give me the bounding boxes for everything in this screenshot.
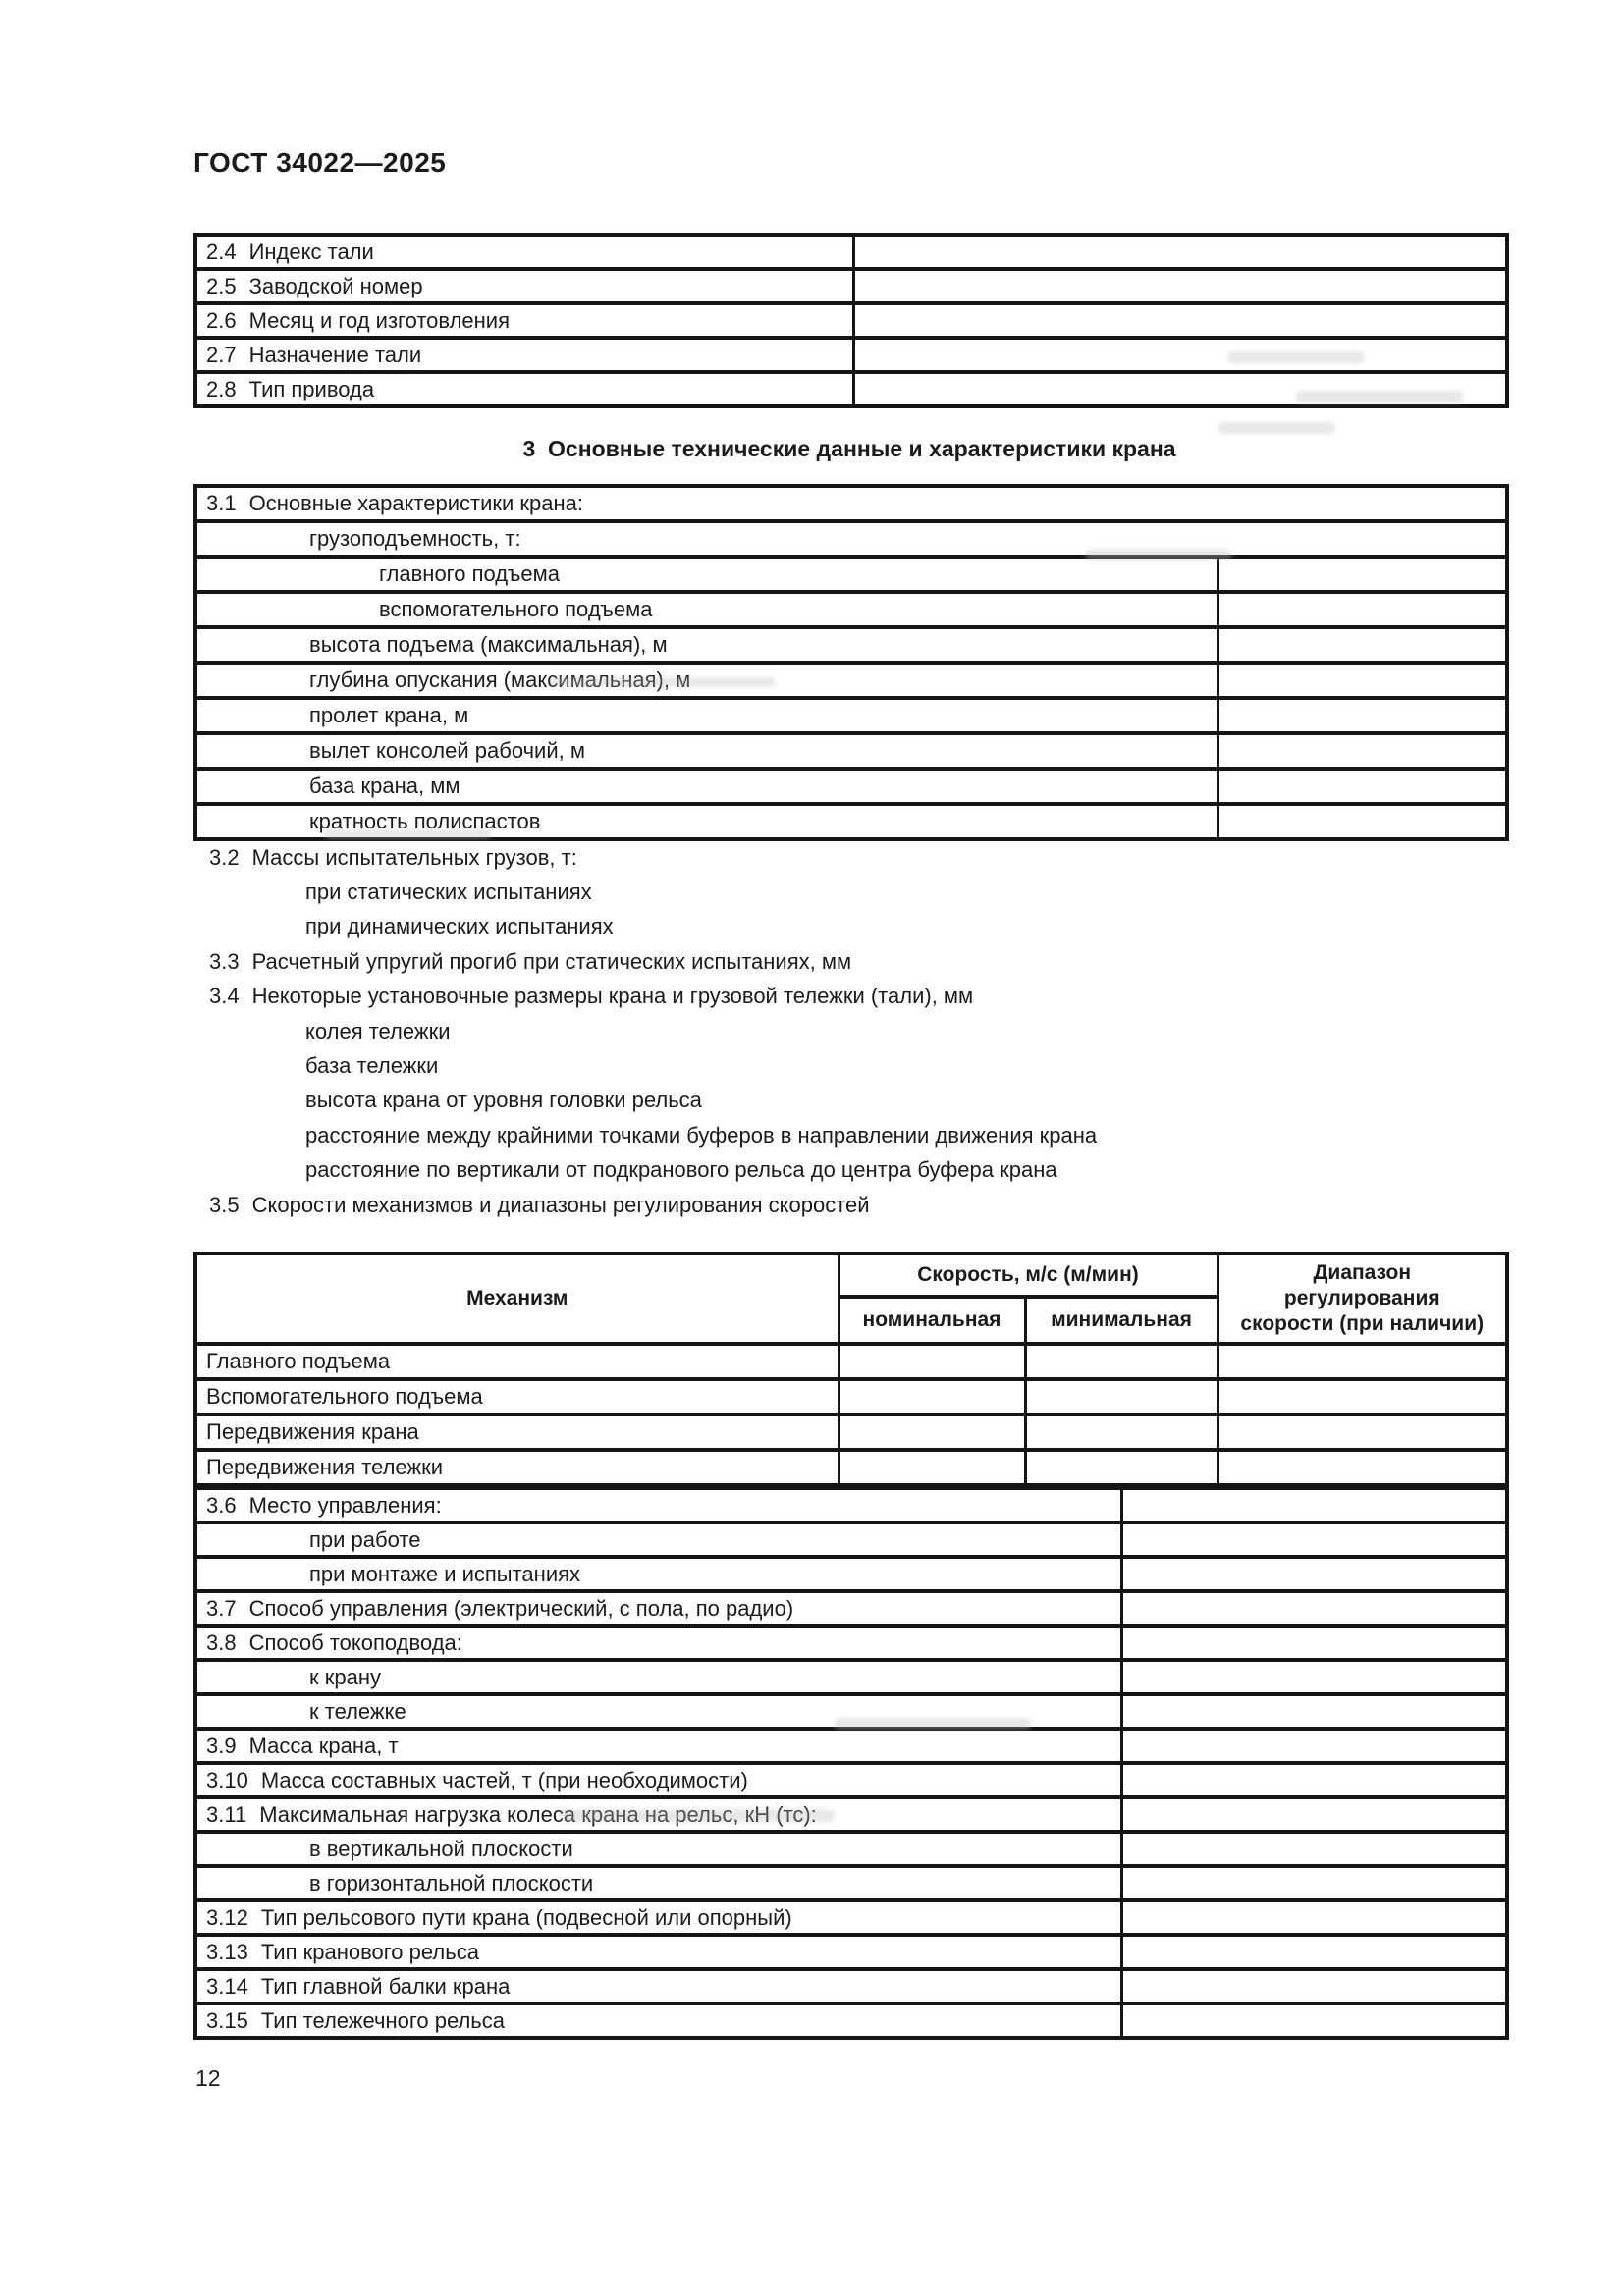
row-label xyxy=(195,698,1218,733)
row-label-text: при монтаже и испытаниях xyxy=(309,1561,581,1586)
text-line xyxy=(193,1014,1505,1048)
row-label-text: Масса крана, т xyxy=(248,1733,399,1758)
row-label-text: к крану xyxy=(309,1664,381,1689)
nominal-value-cell xyxy=(839,1450,1025,1485)
table-row xyxy=(195,521,1507,557)
row-value-cell xyxy=(1218,627,1507,663)
row-label xyxy=(195,486,1507,521)
row-label-text: Передвижения тележки xyxy=(206,1455,444,1479)
text-line xyxy=(193,840,1505,875)
row-label-text: пролет крана, м xyxy=(309,703,469,727)
row-label xyxy=(195,1344,839,1379)
row-value-cell xyxy=(1121,1557,1507,1591)
table-row xyxy=(195,1488,1507,1522)
line-text: Массы испытательных грузов, т: xyxy=(251,844,577,870)
table-row xyxy=(195,769,1507,804)
row-number: 3.7 xyxy=(206,1595,237,1621)
speed-group-header: Скорость, м/с (м/мин) xyxy=(839,1254,1218,1297)
row-value-cell xyxy=(853,235,1507,269)
row-label xyxy=(195,627,1218,663)
nominal-value-cell xyxy=(839,1415,1025,1450)
crane-main-characteristics-table xyxy=(193,484,1509,841)
row-label-text: вылет консолей рабочий, м xyxy=(309,738,585,763)
row-label xyxy=(195,235,853,269)
text-line xyxy=(193,1048,1505,1083)
range-header-line: скорости (при наличии) xyxy=(1240,1312,1485,1335)
row-value-cell xyxy=(1121,1866,1507,1900)
mechanism-row xyxy=(195,1415,1507,1450)
row-value-cell xyxy=(1121,1797,1507,1832)
table-row xyxy=(195,1522,1507,1557)
range-value-cell xyxy=(1218,1415,1507,1450)
mechanism-column-header: Механизм xyxy=(195,1254,839,1344)
row-number: 2.7 xyxy=(206,342,237,367)
table-row xyxy=(195,1729,1507,1763)
row-value-cell xyxy=(1121,1626,1507,1660)
scan-artifact xyxy=(1218,422,1335,434)
page-number: 12 xyxy=(195,2065,221,2091)
row-number: 2.4 xyxy=(206,239,237,264)
row-label xyxy=(195,1450,839,1485)
row-label-text: кратность полиспастов xyxy=(309,809,541,833)
row-label-text: Способ управления (электрический, с пола, по радио) xyxy=(248,1595,794,1621)
range-header-line: Диапазон xyxy=(1313,1261,1412,1284)
row-label-text: Тип привода xyxy=(248,376,375,401)
row-value-cell xyxy=(1121,1694,1507,1729)
text-line xyxy=(193,1188,1505,1222)
row-label-text: грузоподъемность, т: xyxy=(309,526,521,551)
scan-artifact xyxy=(550,677,776,687)
row-label xyxy=(195,2003,1121,2038)
section-heading xyxy=(193,436,1505,462)
row-label-text: Масса составных частей, т (при необходимости) xyxy=(260,1767,748,1792)
table-row xyxy=(195,1797,1507,1832)
row-value-cell xyxy=(1121,1522,1507,1557)
row-value-cell xyxy=(1121,1591,1507,1626)
row-label xyxy=(195,769,1218,804)
line-text: высота крана от уровня головки рельса xyxy=(305,1088,702,1113)
line-number: 3.3 xyxy=(209,948,240,974)
row-label xyxy=(195,557,1218,592)
minimal-value-cell xyxy=(1025,1415,1218,1450)
row-label-text: к тележке xyxy=(309,1698,406,1724)
row-value-cell xyxy=(1121,1763,1507,1797)
row-value-cell xyxy=(1218,557,1507,592)
row-value-cell xyxy=(1218,804,1507,839)
row-label-text: в горизонтальной плоскости xyxy=(309,1870,594,1896)
section-heading-text: Основные технические данные и характеристики крана xyxy=(548,436,1176,461)
row-label xyxy=(195,1729,1121,1763)
text-line xyxy=(193,910,1505,944)
row-label xyxy=(195,1591,1121,1626)
row-label-text: Тип кранового рельса xyxy=(260,1939,479,1964)
row-value-cell xyxy=(1121,1935,1507,1969)
row-number: 3.1 xyxy=(206,491,237,515)
table-row xyxy=(195,698,1507,733)
row-value-cell xyxy=(1121,1729,1507,1763)
range-value-cell xyxy=(1218,1379,1507,1415)
table-row xyxy=(195,627,1507,663)
table-row xyxy=(195,592,1507,627)
line-text: при динамических испытаниях xyxy=(305,914,614,939)
line-number: 3.5 xyxy=(209,1192,240,1217)
range-column-header xyxy=(1218,1254,1507,1344)
scan-artifact xyxy=(560,1809,835,1822)
scan-artifact xyxy=(1227,351,1365,363)
table-row xyxy=(195,1660,1507,1694)
line-text: Скорости механизмов и диапазоны регулирования скоростей xyxy=(251,1192,870,1217)
table-row xyxy=(195,235,1507,269)
minimal-value-cell xyxy=(1025,1379,1218,1415)
row-label-text: в вертикальной плоскости xyxy=(309,1836,573,1861)
row-number: 3.13 xyxy=(206,1939,248,1964)
row-number: 3.14 xyxy=(206,1973,248,1999)
row-label-text: Тип рельсового пути крана (подвесной или опорный) xyxy=(260,1904,792,1930)
row-number: 3.9 xyxy=(206,1733,237,1758)
nominal-speed-header: номинальная xyxy=(839,1297,1025,1344)
range-value-cell xyxy=(1218,1344,1507,1379)
row-label-text: Индекс тали xyxy=(248,239,374,264)
row-number: 3.8 xyxy=(206,1629,237,1655)
row-label-text: Месяц и год изготовления xyxy=(248,307,511,333)
text-line xyxy=(193,1084,1505,1118)
row-label-text: Вспомогательного подъема xyxy=(206,1384,483,1409)
scan-artifact xyxy=(835,1718,1031,1730)
text-line xyxy=(193,944,1505,979)
line-number: 3.4 xyxy=(209,984,240,1009)
row-label xyxy=(195,1763,1121,1797)
mechanism-row xyxy=(195,1450,1507,1485)
row-value-cell xyxy=(1218,698,1507,733)
table-row xyxy=(195,663,1507,698)
line-text: расстояние по вертикали от подкранового рельса до центра буфера крана xyxy=(305,1157,1057,1183)
minimal-speed-header: минимальная xyxy=(1025,1297,1218,1344)
row-label xyxy=(195,1488,1121,1522)
row-value-cell xyxy=(1121,1488,1507,1522)
table-row xyxy=(195,733,1507,769)
row-label xyxy=(195,303,853,338)
row-value-cell xyxy=(1218,769,1507,804)
row-value-cell xyxy=(853,269,1507,303)
row-label xyxy=(195,1379,839,1415)
row-value-cell xyxy=(1218,663,1507,698)
text-line xyxy=(193,875,1505,909)
range-header-line: регулирования xyxy=(1283,1287,1440,1309)
text-line xyxy=(193,980,1505,1014)
scan-artifact xyxy=(1296,391,1463,403)
scan-artifact xyxy=(1085,550,1232,560)
table-row xyxy=(195,1832,1507,1866)
row-value-cell xyxy=(1121,1832,1507,1866)
line-number: 3.2 xyxy=(209,844,240,870)
nominal-value-cell xyxy=(839,1344,1025,1379)
table-row xyxy=(195,269,1507,303)
row-label xyxy=(195,1522,1121,1557)
row-label-text: Тип главной балки крана xyxy=(260,1973,511,1999)
row-label xyxy=(195,372,853,406)
nominal-value-cell xyxy=(839,1379,1025,1415)
row-label xyxy=(195,338,853,372)
row-label xyxy=(195,592,1218,627)
row-number: 3.11 xyxy=(206,1801,247,1827)
mechanism-speeds-table xyxy=(193,1252,1509,1487)
row-label-text: вспомогательного подъема xyxy=(379,597,653,621)
row-label-text: Заводской номер xyxy=(248,273,423,298)
row-label xyxy=(195,1557,1121,1591)
table-row xyxy=(195,1969,1507,2003)
spec-text-block xyxy=(193,840,1505,1222)
row-number: 3.10 xyxy=(206,1767,248,1792)
standard-code-title: ГОСТ 34022—2025 xyxy=(193,147,447,178)
row-number: 2.8 xyxy=(206,376,237,401)
row-label-text: высота подъема (максимальная), м xyxy=(309,632,668,657)
table-row xyxy=(195,1935,1507,1969)
table-row xyxy=(195,1557,1507,1591)
range-value-cell xyxy=(1218,1450,1507,1485)
row-value-cell xyxy=(1121,1900,1507,1935)
row-label xyxy=(195,1900,1121,1935)
table-row xyxy=(195,2003,1507,2038)
row-value-cell xyxy=(1121,1969,1507,2003)
table-row xyxy=(195,1900,1507,1935)
table-row xyxy=(195,557,1507,592)
line-text: при статических испытаниях xyxy=(305,880,592,905)
row-label xyxy=(195,1969,1121,2003)
text-line xyxy=(193,1153,1505,1188)
minimal-value-cell xyxy=(1025,1450,1218,1485)
text-line xyxy=(193,1118,1505,1152)
line-text: Расчетный упругий прогиб при статических испытаниях, мм xyxy=(251,948,852,974)
mechanism-row xyxy=(195,1344,1507,1379)
minimal-value-cell xyxy=(1025,1344,1218,1379)
line-text: база тележки xyxy=(305,1053,439,1079)
row-value-cell xyxy=(853,338,1507,372)
section-number: 3 xyxy=(522,436,536,461)
row-label-text: Главного подъема xyxy=(206,1349,391,1373)
row-label xyxy=(195,733,1218,769)
row-label-text: Максимальная нагрузка колеса крана на рельс, кН (тс): xyxy=(259,1801,817,1827)
row-label-text: главного подъема xyxy=(379,561,560,586)
row-label-text: Тип тележечного рельса xyxy=(260,2007,506,2033)
row-value-cell xyxy=(1121,2003,1507,2038)
table-row xyxy=(195,1591,1507,1626)
row-label-text: база крана, мм xyxy=(309,774,460,798)
row-label xyxy=(195,269,853,303)
row-label xyxy=(195,1660,1121,1694)
row-value-cell xyxy=(1121,1660,1507,1694)
row-value-cell xyxy=(1218,592,1507,627)
row-label-text: при работе xyxy=(309,1526,421,1552)
row-label-text: Способ токоподвода: xyxy=(248,1629,462,1655)
row-label xyxy=(195,1866,1121,1900)
misc-parameters-table xyxy=(193,1486,1509,2040)
row-label-text: Передвижения крана xyxy=(206,1419,419,1444)
row-number: 2.6 xyxy=(206,307,237,333)
row-label-text: Место управления: xyxy=(248,1492,442,1518)
line-text: расстояние между крайними точками буферов в направлении движения крана xyxy=(305,1122,1098,1148)
row-label xyxy=(195,1935,1121,1969)
row-label xyxy=(195,1415,839,1450)
row-number: 3.6 xyxy=(206,1492,237,1518)
line-text: колея тележки xyxy=(305,1018,451,1043)
table-row xyxy=(195,1763,1507,1797)
row-label-text: Назначение тали xyxy=(248,342,422,367)
row-label-text: глубина опускания (максимальная), м xyxy=(309,667,691,692)
row-number: 3.15 xyxy=(206,2007,248,2033)
row-label-text: Основные характеристики крана: xyxy=(248,491,583,515)
row-value-cell xyxy=(853,303,1507,338)
row-label xyxy=(195,521,1507,557)
row-label xyxy=(195,1626,1121,1660)
row-number: 2.5 xyxy=(206,273,237,298)
table-row xyxy=(195,1866,1507,1900)
mechanism-row xyxy=(195,1379,1507,1415)
line-text: Некоторые установочные размеры крана и грузовой тележки (тали), мм xyxy=(251,984,974,1009)
row-number: 3.12 xyxy=(206,1904,248,1930)
scan-artifact xyxy=(324,829,491,839)
table-row xyxy=(195,303,1507,338)
table-row xyxy=(195,1626,1507,1660)
row-value-cell xyxy=(1218,733,1507,769)
hoist-info-table xyxy=(193,233,1509,408)
row-label xyxy=(195,1832,1121,1866)
table-row xyxy=(195,486,1507,521)
